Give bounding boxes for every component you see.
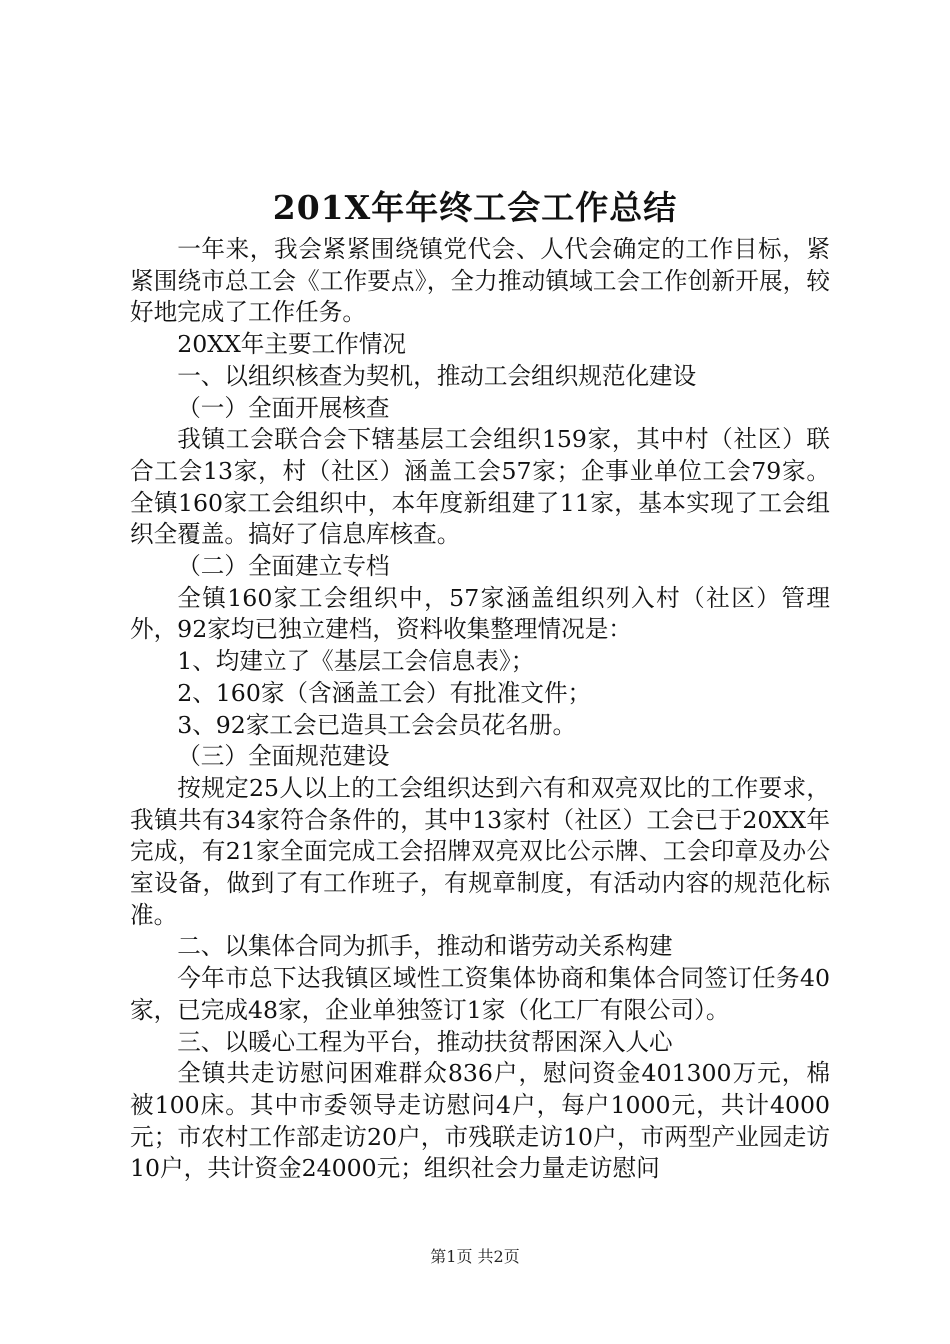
paragraph-3: 全镇共走访慰问困难群众836户，慰问资金401300万元，棉被100床。其中市委领导走访慰问4户，每户1000元，共计4000元；市农村工作部走访20户，市残联走访10户，市两型产业园走访10户，共计资金24000元；组织社会力量走访慰问 [130, 1059, 830, 1183]
page-footer: 第1页 共2页 [430, 1247, 520, 1266]
paragraph-intro: 一年来，我会紧紧围绕镇党代会、人代会确定的工作目标，紧紧围绕市总工会《工作要点》，全力推动镇域工会工作创新开展，较好地完成了工作任务。 [130, 235, 830, 327]
list-item-2: 2、160家（含涵盖工会）有批准文件； [177, 678, 592, 707]
subsection-heading-1-3: （三）全面规范建设 [177, 742, 390, 771]
section-heading-3: 三、以暖心工程为平台，推动扶贫帮困深入人心 [177, 1027, 673, 1056]
paragraph-1-1: 我镇工会联合会下辖基层工会组织159家，其中村（社区）联合工会13家，村（社区）涵盖工会57家；企事业单位工会79家。全镇160家工会组织中，本年度新组建了11家，基本实现了工会组织全覆盖。搞好了信息库核查。 [130, 425, 830, 549]
paragraph-1-3: 按规定25人以上的工会组织达到六有和双亮双比的工作要求，我镇共有34家符合条件的，其中13家村（社区）工会已于20XX年完成，有21家全面完成工会招牌双亮双比公示牌、工会印章及办公室设备，做到了有工作班子，有规章制度，有活动内容的规范化标准。 [130, 773, 830, 929]
document-title: 201X年年终工会工作总结 [272, 188, 678, 227]
paragraph-1-2: 全镇160家工会组织中，57家涵盖组织列入村（社区）管理外，92家均已独立建档，资料收集整理情况是： [130, 583, 830, 644]
paragraph-2: 今年市总下达我镇区域性工资集体协商和集体合同签订任务40家，已完成48家，企业单独签订1家（化工厂有限公司）。 [130, 964, 830, 1024]
subsection-heading-1-2: （二）全面建立专档 [177, 552, 390, 581]
subsection-heading-1-1: （一）全面开展核查 [177, 393, 390, 422]
document-body [130, 234, 830, 1185]
section-heading-main: 20XX年主要工作情况 [177, 330, 406, 359]
section-heading-1: 一、以组织核查为契机，推动工会组织规范化建设 [177, 361, 697, 390]
list-item-1: 1、均建立了《基层工会信息表》； [177, 647, 535, 676]
list-item-3: 3、92家工会已造具工会会员花名册。 [177, 710, 577, 739]
section-heading-2: 二、以集体合同为抓手，推动和谐劳动关系构建 [177, 932, 673, 961]
